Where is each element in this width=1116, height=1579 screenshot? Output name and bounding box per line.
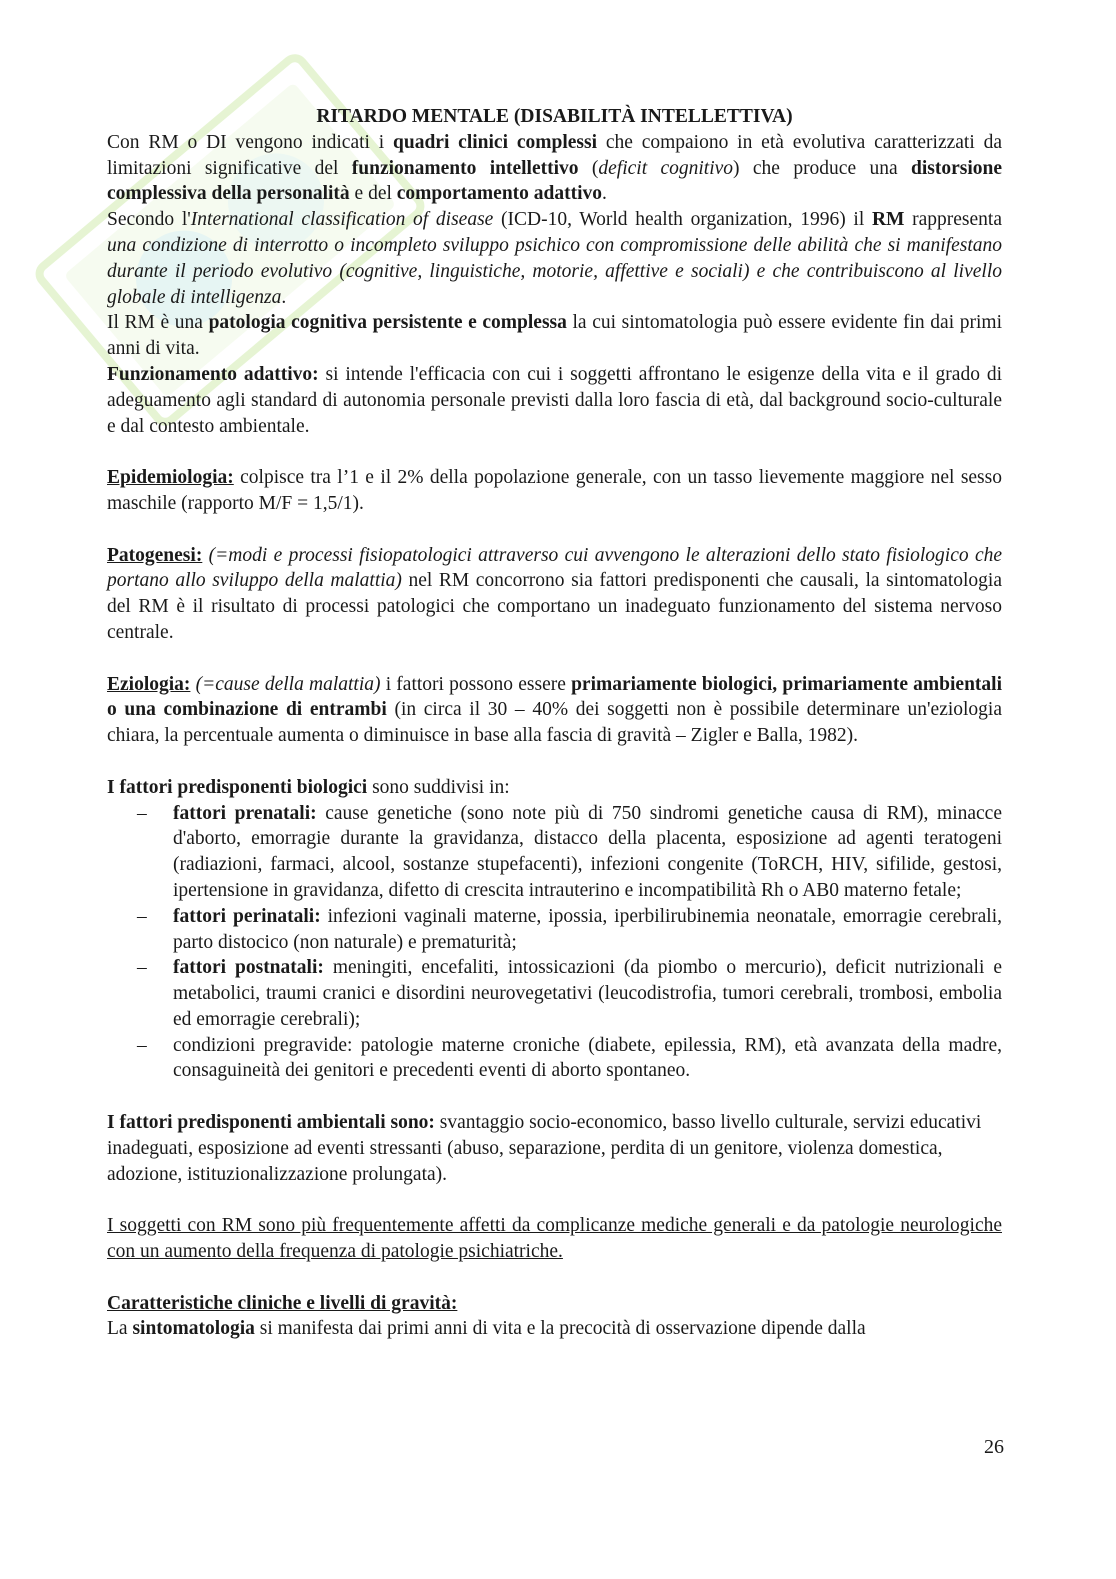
list-item: – fattori perinatali: infezioni vaginali materne, ipossia, iperbilirubinemia neonatale, emorragie cerebrali, parto distocico (non naturale) e prematurità;	[173, 904, 1002, 956]
paragraph-rm-patologia: Il RM è una patologia cognitiva persistente e complessa la cui sintomatologia può essere evidente fin dai primi anni di vita.	[107, 312, 1003, 360]
caratteristiche-heading: Caratteristiche cliniche e livelli di gravità:	[107, 1292, 458, 1314]
paragraph-epidemiologia: Epidemiologia: colpisce tra l’1 e il 2% della popolazione generale, con un tasso lievemente maggiore nel sesso maschile (rapporto M/F = 1,5/1).	[107, 467, 1002, 514]
paragraph-eziologia: Eziologia: (=cause della malattia) i fattori possono essere primariamente biologici, primariamente ambientali o una combinazione di entrambi (in circa il 30 – 40% dei soggetti non è possibile determinare un'eziologia chiara, la percentuale aumenta o diminuisce in base alla fascia di gravità – Zigler e Balla, 1982).	[107, 673, 1003, 747]
document-page	[107, 104, 1002, 1342]
patogenesi-heading: Patogenesi:	[107, 544, 203, 566]
eziologia-heading: Eziologia:	[107, 673, 191, 695]
fattori-biologici-list	[107, 801, 1002, 1085]
page-number: 26	[984, 1436, 1004, 1458]
epidemiologia-heading: Epidemiologia:	[107, 467, 234, 489]
page-title: RITARDO MENTALE (DISABILITÀ INTELLETTIVA)	[316, 106, 793, 127]
list-item: – fattori prenatali: cause genetiche (sono note più di 750 sindromi genetiche causa di RM), minacce d'aborto, emorragie durante la gravidanza, distacco della placenta, esposizione ad agenti teratogeni (radiazioni, farmaci, alcool, sostanze stupefacenti), infezioni congenite (ToRCH, HIV, sifilide, gestosi, ipertensione in gravidanza, difetto di crescita intrauterino e incompatibilità Rh o AB0 materno fetale;	[173, 801, 1002, 904]
paragraph-patogenesi: Patogenesi: (=modi e processi fisiopatologici attraverso cui avvengono le alterazioni dello stato fisiologico che portano allo sviluppo della malattia) nel RM concorrono sia fattori predisponenti che causali, la sintomatologia del RM è il risultato di processi patologici che comportano un inadeguato funzionamento del sistema nervoso centrale.	[107, 544, 1002, 643]
list-item: – fattori postnatali: meningiti, encefaliti, intossicazioni (da piombo o mercurio), deficit nutrizionali e metabolici, traumi cranici e disordini neurovegetativi (leucodistrofia, tumori cerebrali, trombosi, embolia ed emorragie cerebrali);	[173, 955, 1002, 1032]
paragraph-icd10: Secondo l'International classification of disease (ICD-10, World health organization, 1996) il RM rappresenta una condizione di interrotto o incompleto sviluppo psichico con compromissione delle abilità che si manifestano durante il periodo evolutivo (cognitive, linguistiche, motorie, affettive e sociali) e che contribuiscono al livello globale di intelligenza.	[107, 209, 1003, 308]
paragraph-intro: Con RM o DI vengono indicati i quadri clinici complessi che compaiono in età evolutiva caratterizzati da limitazioni significative del funzionamento intellettivo (deficit cognitivo) che produce una distorsione complessiva della personalità e del comportamento adattivo.	[107, 131, 1002, 205]
list-item: – condizioni pregravide: patologie materne croniche (diabete, epilessia, RM), età avanzata della madre, consaguineità dei genitori e precedenti eventi di aborto spontaneo.	[173, 1033, 1002, 1085]
paragraph-sintomatologia: La sintomatologia si manifesta dai primi anni di vita e la precocità di osservazione dipende dalla	[107, 1318, 866, 1340]
paragraph-fattori-ambientali: I fattori predisponenti ambientali sono: svantaggio socio-economico, basso livello culturale, servizi educativi inadeguati, esposizione ad eventi stressanti (abuso, separazione, perdita di un genitore, violenza domestica, adozione, istituzionalizzazione prolungata).	[107, 1112, 982, 1185]
paragraph-funzionamento-adattivo: Funzionamento adattivo: si intende l'efficacia con cui i soggetti affrontano le esigenze della vita e il grado di adeguamento agli standard di autonomia personale previsti dalla loro fascia di età, dal background socio-culturale e dal contesto ambientale.	[107, 363, 1002, 437]
paragraph-fattori-biologici: I fattori predisponenti biologici sono suddivisi in:	[107, 776, 510, 798]
paragraph-complicanze: I soggetti con RM sono più frequentemente affetti da complicanze mediche generali e da patologie neurologiche con un aumento della frequenza di patologie psichiatriche.	[107, 1215, 1002, 1263]
